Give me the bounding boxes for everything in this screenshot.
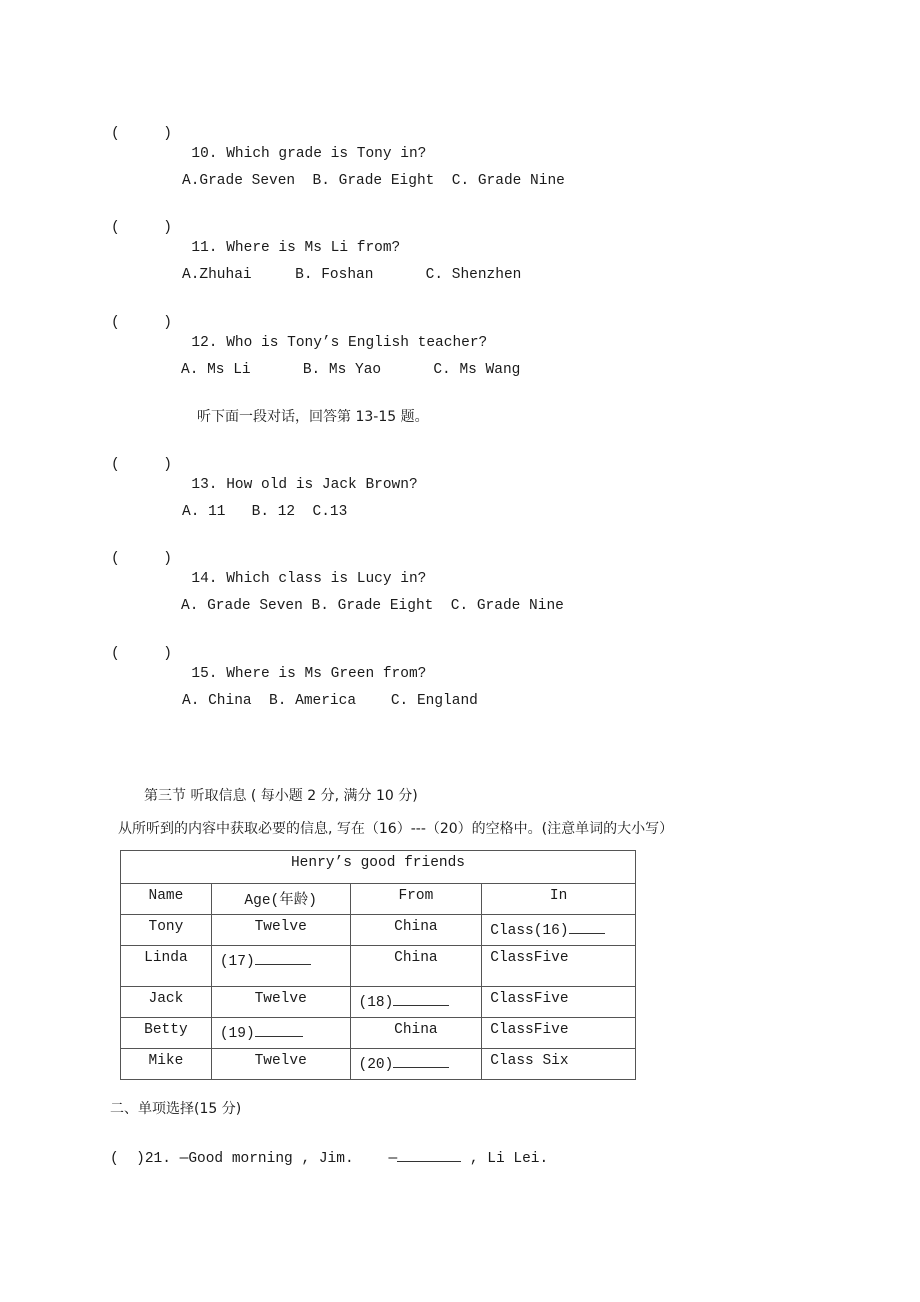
cell-age	[211, 1018, 350, 1049]
question-number: 15.	[191, 666, 218, 682]
table-row	[121, 946, 636, 987]
blank-16[interactable]	[569, 919, 605, 934]
question-text: How old is Jack Brown?	[226, 477, 418, 493]
table-row	[121, 987, 636, 1018]
blank-18[interactable]	[393, 991, 449, 1006]
blank-20[interactable]	[393, 1053, 449, 1068]
question-number: 13.	[191, 477, 218, 493]
table-header-row	[121, 884, 636, 915]
answer-blank-10[interactable]: ( )	[111, 126, 172, 142]
question-text: Where is Ms Green from?	[226, 666, 427, 682]
cell-in	[482, 915, 636, 946]
cell-in: ClassFive	[482, 987, 636, 1018]
table-row	[121, 915, 636, 946]
table-row	[121, 1018, 636, 1049]
options-12: A. Ms Li B. Ms Yao C. Ms Wang	[181, 362, 521, 378]
cell-in: ClassFive	[482, 1018, 636, 1049]
question-21	[110, 1147, 548, 1169]
blank-20-label: (20)	[358, 1057, 394, 1073]
cell-age: Twelve	[211, 1049, 350, 1080]
answer-blank-12[interactable]: ( )	[111, 315, 172, 331]
blank-21[interactable]	[397, 1147, 461, 1162]
question-text: Which grade is Tony in?	[226, 146, 427, 162]
cell-in: Class Six	[482, 1049, 636, 1080]
question-number: 11.	[191, 240, 218, 256]
cell-from: China	[350, 1018, 482, 1049]
header-age: Age(年龄)	[211, 884, 350, 915]
question-text: Who is Tony’s English teacher?	[226, 335, 488, 351]
header-from: From	[350, 884, 482, 915]
question-12	[174, 313, 487, 353]
question-11	[174, 218, 400, 258]
cell-name: Jack	[121, 987, 212, 1018]
options-15: A. China B. America C. England	[182, 693, 478, 709]
blank-17[interactable]	[255, 950, 311, 965]
question-10	[174, 124, 426, 164]
options-10: A.Grade Seven B. Grade Eight C. Grade Nine	[182, 173, 565, 189]
blank-17-label: (17)	[219, 954, 255, 970]
options-11: A.Zhuhai B. Foshan C. Shenzhen	[182, 267, 522, 283]
cell-from: China	[350, 915, 482, 946]
question-21-prompt: 21. —Good morning , Jim. —	[144, 1151, 398, 1167]
question-number: 12.	[191, 335, 218, 351]
options-14: A. Grade Seven B. Grade Eight C. Grade Nine	[181, 598, 564, 614]
question-number: 14.	[191, 571, 218, 587]
blank-19-label: (19)	[219, 1026, 255, 1042]
part2-title: 二、单项选择(15 分)	[110, 1101, 242, 1117]
blank-19[interactable]	[255, 1022, 303, 1037]
question-number: 10.	[191, 146, 218, 162]
question-text: Which class is Lucy in?	[226, 571, 427, 587]
answer-blank-21[interactable]: ( )	[110, 1151, 145, 1167]
cell-from	[350, 987, 482, 1018]
cell-age	[211, 946, 350, 987]
question-21-tail: , Li Lei.	[461, 1151, 549, 1167]
blank-16-label: Class(16)	[490, 923, 569, 939]
section3-instruction: 从所听到的内容中获取必要的信息, 写在（16）---（20）的空格中。(注意单词的大小写）	[118, 821, 674, 837]
question-14	[174, 549, 426, 589]
header-in: In	[482, 884, 636, 915]
cell-name: Betty	[121, 1018, 212, 1049]
table-row	[121, 1049, 636, 1080]
cell-name: Tony	[121, 915, 212, 946]
cell-in: ClassFive	[482, 946, 636, 987]
section3-title: 第三节 听取信息 ( 每小题 2 分, 满分 10 分)	[144, 788, 418, 804]
cell-from	[350, 1049, 482, 1080]
question-13	[174, 455, 418, 495]
answer-blank-15[interactable]: ( )	[111, 646, 172, 662]
cell-name: Mike	[121, 1049, 212, 1080]
henry-friends-table	[120, 850, 636, 1080]
answer-blank-11[interactable]: ( )	[111, 220, 172, 236]
answer-blank-14[interactable]: ( )	[111, 551, 172, 567]
cell-from: China	[350, 946, 482, 987]
cell-age: Twelve	[211, 915, 350, 946]
question-text: Where is Ms Li from?	[226, 240, 401, 256]
blank-18-label: (18)	[358, 995, 394, 1011]
cell-name: Linda	[121, 946, 212, 987]
table-caption: Henry’s good friends	[121, 851, 636, 884]
instruction-13-15: 听下面一段对话，回答第 13-15 题。	[197, 409, 429, 425]
header-name: Name	[121, 884, 212, 915]
answer-blank-13[interactable]: ( )	[111, 457, 172, 473]
question-15	[174, 644, 426, 684]
cell-age: Twelve	[211, 987, 350, 1018]
options-13: A. 11 B. 12 C.13	[182, 504, 348, 520]
